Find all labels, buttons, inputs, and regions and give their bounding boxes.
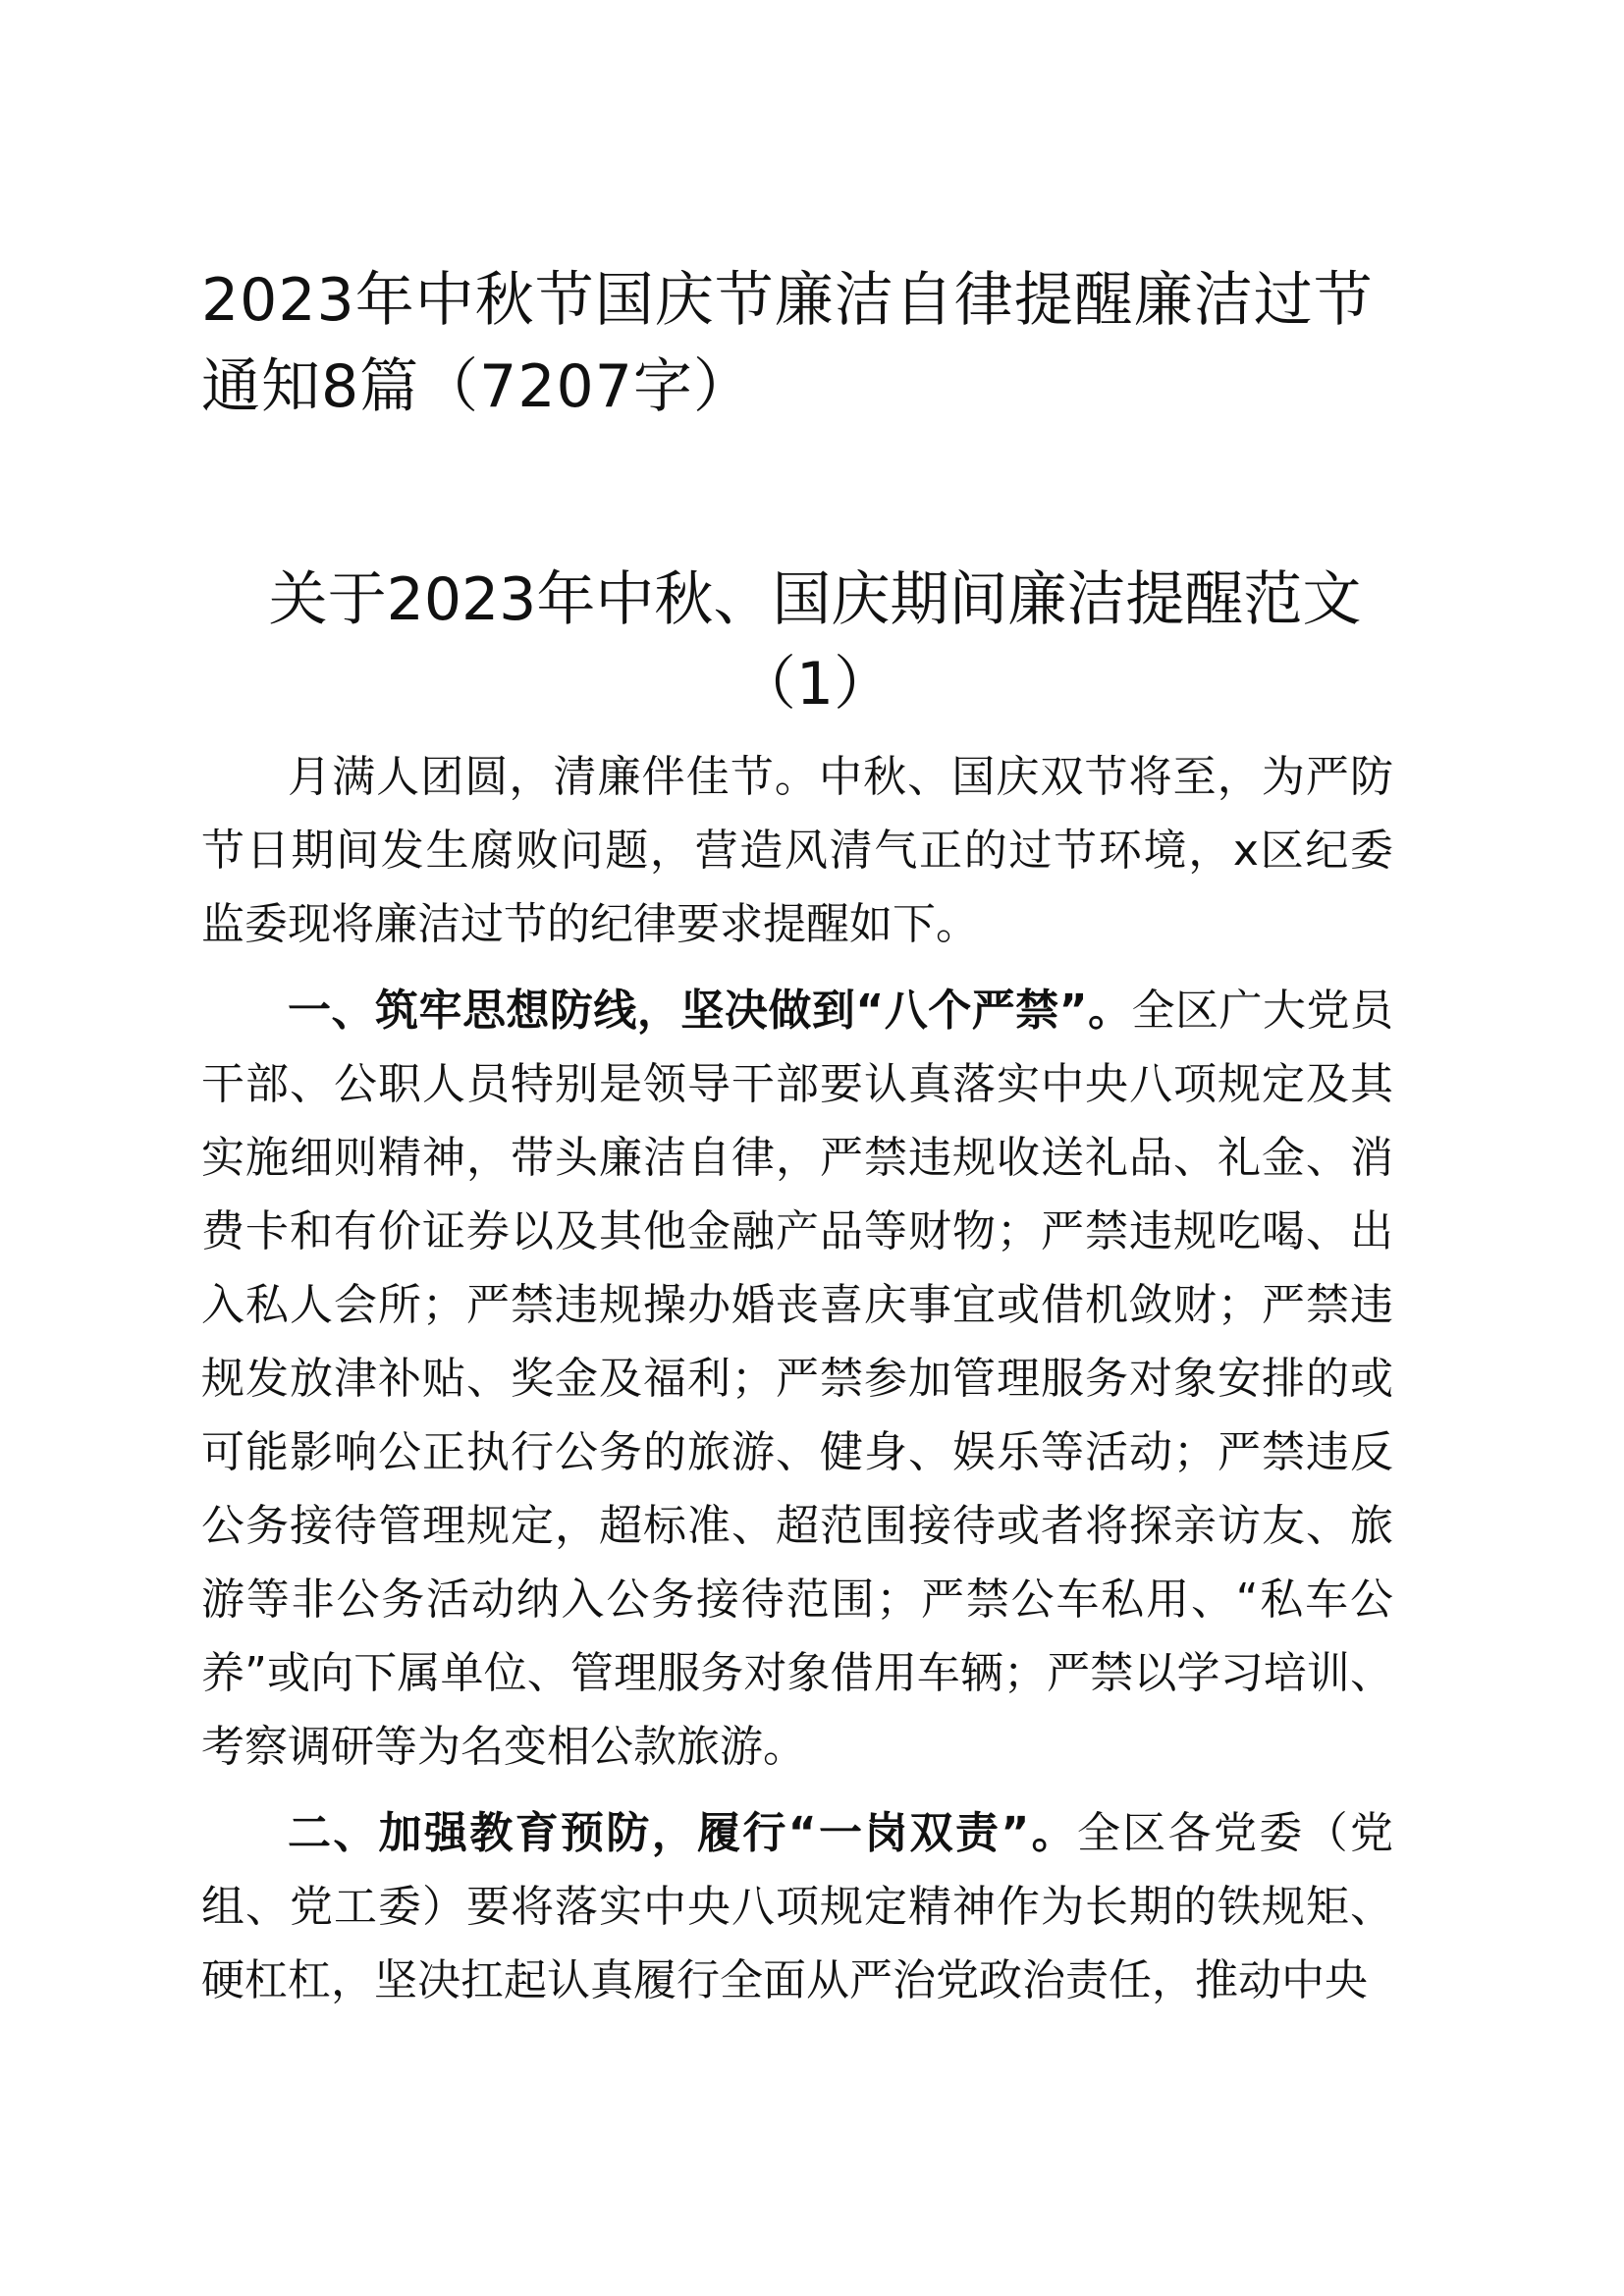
paragraph-section-one [201,974,1393,1784]
section-title-text: 关于2023年中秋、国庆期间廉洁提醒范文 [268,565,1362,634]
paragraph-section-two [201,1796,1393,2017]
paragraph-intro [201,740,1393,961]
paragraph-text: 全区各党委（党组、党工委）要将落实中央八项规定精神作为长期的铁规矩、硬杠杠，坚决扛起认真履行全面从严治党政治责任，推动中央 [201,1808,1393,2005]
paragraph-lead-heading: 二、加强教育预防，履行“一岗双责”。 [288,1808,1077,1858]
section-heading [201,558,1429,726]
paragraph-text: 全区广大党员干部、公职人员特别是领导干部要认真落实中央八项规定及其实施细则精神，带头廉洁自律，严禁违规收送礼品、礼金、消费卡和有价证券以及其他金融产品等财物；严禁违规吃喝、出入私人会所；严禁违规操办婚丧喜庆事宜或借机敛财；严禁违规发放津补贴、奖金及福利；严禁参加管理服务对象安排的或可能影响公正执行公务的旅游、健身、娱乐等活动；严禁违反公务接待管理规定，超标准、超范围接待或者将探亲访友、旅游等非公务活动纳入公务接待范围；严禁公车私用、“私车公养”或向下属单位、管理服务对象借用车辆；严禁以学习培训、考察调研等为名变相公款旅游。 [201,986,1393,1772]
paragraph-text: 月满人团圆，清廉伴佳节。中秋、国庆双节将至，为严防节日期间发生腐败问题，营造风清气正的过节环境，x区纪委监委现将廉洁过节的纪律要求提醒如下。 [201,752,1393,949]
paragraph-lead-heading: 一、筑牢思想防线，坚决做到“八个严禁”。 [288,986,1132,1036]
document-title: 2023年中秋节国庆节廉洁自律提醒廉洁过节通知8篇（7207字） [201,266,1374,421]
section-number: （1） [736,650,893,719]
document-body [201,740,1393,2030]
